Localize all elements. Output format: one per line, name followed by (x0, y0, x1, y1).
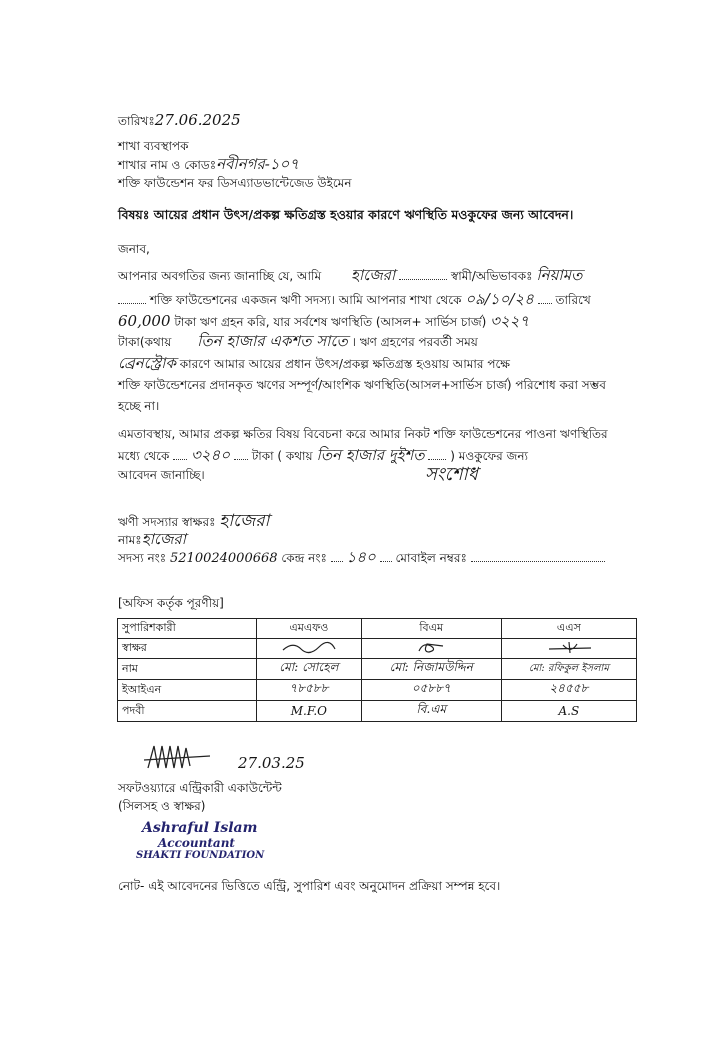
body-line-7: হচ্ছে না। (118, 399, 160, 413)
balance-amount: ৩২২৭ (490, 312, 530, 330)
body-text: । ঋণ গ্রহণের পরবর্তী সময় (351, 335, 478, 349)
table-header-cell: এএস (501, 619, 636, 639)
signature-cell (257, 639, 362, 659)
closing-signature: সংশোধ (425, 464, 478, 485)
dotted-fill (173, 447, 187, 460)
accountant-sublabel: (সিলসহ ও স্বাক্ষর) (118, 799, 206, 813)
applicant-name: হাজেরা (350, 266, 396, 284)
body-line-3 (118, 313, 529, 330)
body-text: স্বামী/অভিভাবকঃ (450, 269, 533, 283)
dotted-fill (380, 549, 392, 562)
member-sign-label: ঋণী সদস্যার স্বাক্ষরঃ (118, 515, 216, 529)
footnote: নোট- এই আবেদনের ভিত্তিতে এন্ট্রি, সুপারিশ এবং অনুমোদন প্রক্রিয়া সম্পন্ন হবে। (118, 879, 501, 893)
balance-words: তিন হাজার একশত সাতে (197, 332, 348, 350)
center-number: ১৪০ (346, 548, 376, 566)
stamp-title: Accountant (158, 836, 235, 850)
body-text: টাকা ( কথায় (251, 449, 313, 463)
subject-line: বিষয়ঃ আয়ের প্রধান উৎস/প্রকল্প ক্ষতিগ্রস্ত হওয়ার কারণে ঋণস্থিতি মওকুফের জন্য আবেদন। (118, 207, 574, 222)
member-name: হাজেরা (141, 530, 186, 548)
org-line: শক্তি ফাউন্ডেশন ফর ডিসএ্যাডভান্টেজেড উইমেন (118, 176, 352, 190)
row-label: স্বাক্ষর (118, 639, 257, 659)
table-row (118, 639, 637, 659)
body-line-8: এমতাবস্থায়, আমার প্রকল্প ক্ষতির বিষয় বিবেচনা করে আমার নিকট শক্তি ফাউন্ডেশনের পাওনা ঋণস্থিতির (118, 427, 608, 441)
dotted-fill (399, 267, 447, 280)
body-text: তারিখে (555, 293, 591, 307)
body-text: কারণে আমার আয়ের প্রধান উৎস/প্রকল্প ক্ষতিগ্রস্ত হওয়ায় আমার পক্ষে (179, 357, 511, 371)
table-cell: মো: রফিকুল ইসলাম (501, 659, 636, 680)
office-note: [অফিস কর্তৃক পূরণীয়] (118, 596, 224, 610)
accountant-sign-date: 27.03.25 (238, 754, 305, 772)
mobile-label: মোবাইল নম্বরঃ (395, 551, 467, 565)
date-line (118, 112, 241, 129)
table-header-row (118, 619, 637, 639)
branch-line (118, 156, 299, 173)
body-text: মধ্যে থেকে (118, 449, 170, 463)
row-label: ইআইএন (118, 680, 257, 701)
signature-cell (361, 639, 501, 659)
table-cell: মো: নিজামউদ্দিন (361, 659, 501, 680)
body-text: টাকা ঋণ গ্রহন করি, যার সর্বশেষ ঋণস্থিতি (আসল+ সার্ভিস চার্জ) (174, 315, 487, 329)
dotted-fill (118, 291, 146, 304)
table-cell: M.F.O (257, 701, 362, 722)
body-line-1 (118, 267, 582, 284)
table-row (118, 701, 637, 722)
center-label: কেন্দ্র নংঃ (281, 551, 327, 565)
body-text: টাকা(কথায় (118, 335, 172, 349)
member-id-label: সদস্য নংঃ (118, 551, 167, 565)
stamp-name: Ashraful Islam (142, 820, 258, 836)
mfo-signature-icon (279, 640, 339, 654)
accountant-label: সফটওয়্যারে এন্ট্রিকারী একাউন্টেন্ট (118, 781, 282, 795)
table-cell: মো: সোহেল (257, 659, 362, 680)
stamp-org: SHAKTI FOUNDATION (136, 850, 265, 861)
dotted-fill (331, 549, 343, 562)
cause: ব্রেনস্ট্রোক (118, 354, 176, 372)
table-row (118, 680, 637, 701)
as-signature-icon (539, 640, 599, 654)
dotted-fill (234, 447, 248, 460)
body-text: শক্তি ফাউন্ডেশনের একজন ঋণী সদস্য। আমি আপনার শাখা থেকে (149, 293, 462, 307)
salutation: জনাব, (118, 242, 150, 256)
dotted-fill (428, 447, 446, 460)
member-name-line (118, 531, 186, 548)
table-cell: ৭৮৫৮৮ (257, 680, 362, 701)
body-text: আপনার অবগতির জন্য জানাচ্ছি যে, আমি (118, 269, 322, 283)
date-value: 27.06.2025 (154, 111, 241, 129)
body-line-2 (118, 291, 591, 308)
body-line-6: শক্তি ফাউন্ডেশনের প্রদানকৃত ঋণের সম্পূর্ণ/আংশিক ঋণস্থিতি(আসল+সার্ভিস চার্জ) পরিশোধ করা সম্ভব (118, 378, 606, 392)
body-line-4 (118, 333, 478, 350)
table-cell: ০৫৮৮৭ (361, 680, 501, 701)
table-header-cell: বিএম (361, 619, 501, 639)
branch-value: নবীনগর-১০৭ (216, 155, 300, 173)
body-line-10: আবেদন জানাচ্ছি। (118, 468, 205, 482)
member-signature: হাজেরা (219, 511, 270, 531)
table-header-cell: সুপারিশকারী (118, 619, 257, 639)
table-row (118, 659, 637, 680)
date-label: তারিখঃ (118, 114, 155, 128)
accountant-signature-icon (140, 738, 250, 778)
waive-amount: ৩২৪০ (191, 446, 231, 464)
loan-amount: 60,000 (118, 312, 171, 330)
member-sign-line (118, 513, 269, 530)
table-cell: A.S (501, 701, 636, 722)
body-line-5 (118, 355, 510, 372)
signature-cell (501, 639, 636, 659)
guardian-name: নিয়ামত (536, 266, 583, 284)
manager-line: শাখা ব্যবস্থাপক (118, 139, 189, 153)
branch-label: শাখার নাম ও কোডঃ (118, 158, 217, 172)
mobile-blank (471, 549, 605, 562)
row-label: পদবী (118, 701, 257, 722)
recommendation-table (117, 618, 637, 722)
member-id: 5210024000668 (170, 551, 278, 566)
table-cell: ২৪৫৫৮ (501, 680, 636, 701)
member-name-label: নামঃ (118, 533, 142, 547)
table-header-cell: এমএফও (257, 619, 362, 639)
member-id-line (118, 549, 605, 567)
bm-signature-icon (401, 640, 461, 654)
table-cell: বি.এম (361, 701, 501, 722)
body-text: ) মওকুফের জন্য (450, 449, 528, 463)
waive-words: তিন হাজার দুইশত (316, 446, 425, 464)
row-label: নাম (118, 659, 257, 680)
loan-date: ০৯/১০/২৪ (465, 290, 534, 308)
dotted-fill (538, 291, 552, 304)
